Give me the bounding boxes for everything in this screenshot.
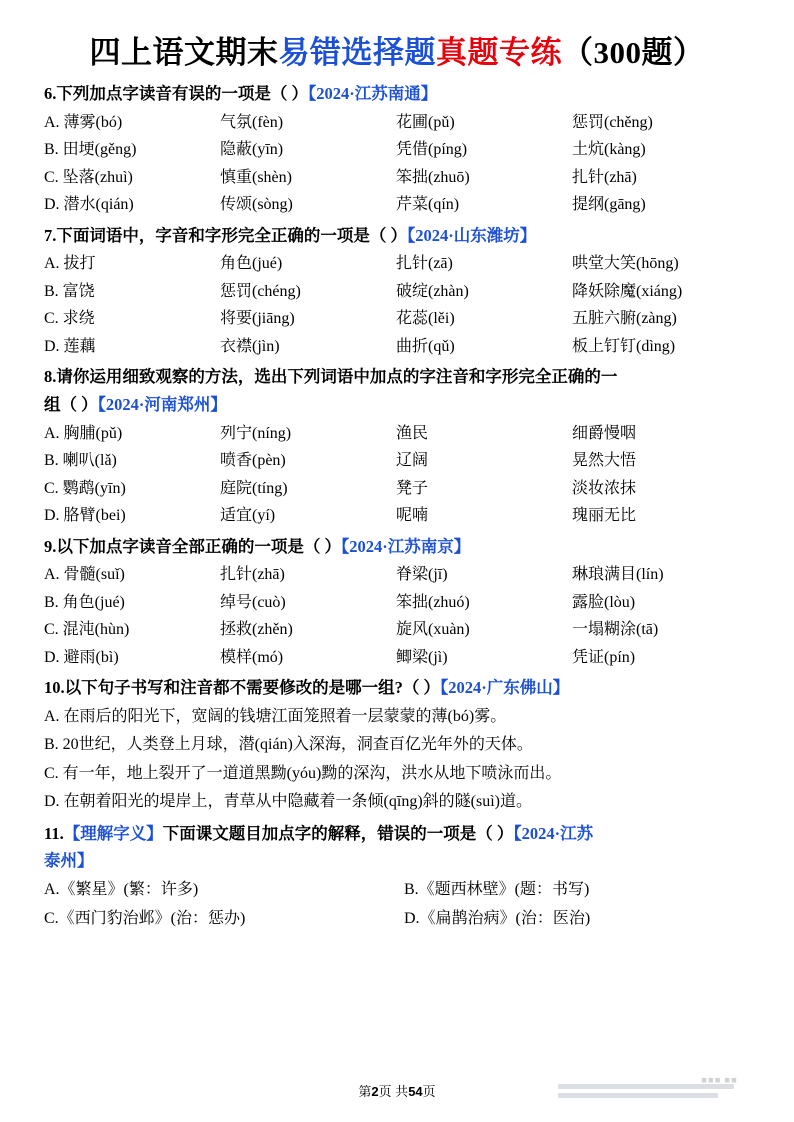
option-cell: 笨拙(zhuó) bbox=[396, 593, 470, 611]
option-cell: 扎针(zā) bbox=[396, 255, 453, 273]
option-cell: 五脏六腑(zàng) bbox=[572, 310, 677, 328]
title-part4: （300题） bbox=[562, 35, 705, 70]
option-cell: B. 角色(jué) bbox=[44, 593, 125, 611]
question-9-text: 以下加点字读音全部正确的一项是（ ） bbox=[56, 536, 341, 556]
question-11-text: 下面课文题目加点字的解释，错误的一项是（ ） bbox=[162, 823, 514, 843]
option-cell: 提纲(gāng) bbox=[572, 196, 646, 214]
question-11-tag: 【理解字义】 bbox=[63, 823, 163, 843]
option-line: B. 20世纪，人类登上月球，潜(qián)入深海，洞查百亿光年外的天体。 bbox=[44, 736, 533, 754]
title-part1: 四上语文期末 bbox=[89, 35, 279, 70]
option-cell: 惩罚(chěng) bbox=[572, 113, 653, 131]
option-cell: C. 求绕 bbox=[44, 310, 95, 328]
option-cell: A. 骨髓(suǐ) bbox=[44, 566, 125, 584]
question-8-source: 【2024·河南郑州】 bbox=[97, 395, 227, 414]
option-cell: 破绽(zhàn) bbox=[396, 282, 469, 300]
option-cell: 旋风(xuàn) bbox=[396, 621, 470, 639]
option-cell: 庭院(tíng) bbox=[220, 479, 288, 497]
footer-middle: 页 共 bbox=[378, 1084, 409, 1099]
question-9-row-d bbox=[44, 644, 750, 672]
question-11-stem bbox=[44, 821, 750, 847]
option-cell: 慎重(shèn) bbox=[220, 168, 292, 186]
option-cell: D.《扁鹊治病》(治：医治) bbox=[404, 909, 591, 927]
option-cell: 绰号(cuò) bbox=[220, 593, 286, 611]
option-cell: 淡妆浓抹 bbox=[572, 479, 637, 497]
question-8 bbox=[44, 364, 750, 529]
option-cell: B. 富饶 bbox=[44, 282, 95, 300]
option-cell: D. 潜水(qián) bbox=[44, 196, 134, 214]
question-10 bbox=[44, 675, 750, 816]
footer-prefix: 第 bbox=[358, 1084, 372, 1099]
question-11-source-continued bbox=[44, 848, 750, 874]
option-cell: D. 避雨(bì) bbox=[44, 648, 119, 666]
question-7-source: 【2024·山东潍坊】 bbox=[407, 225, 537, 245]
option-cell: A. 胸脯(pǔ) bbox=[44, 424, 123, 442]
question-9-number: 9. bbox=[44, 536, 57, 556]
option-cell: 气氛(fèn) bbox=[220, 113, 284, 131]
title-part2: 易错选择题 bbox=[278, 35, 436, 70]
option-cell: A.《繁星》(繁：许多) bbox=[44, 880, 199, 898]
question-7-stem bbox=[44, 223, 750, 249]
option-cell: 隐蔽(yīn) bbox=[220, 141, 284, 159]
question-6-row-d bbox=[44, 191, 750, 219]
question-11-number: 11. bbox=[44, 823, 64, 843]
option-cell: 花蕊(lěi) bbox=[396, 310, 455, 328]
question-11-row-ab bbox=[44, 876, 750, 905]
option-cell: 拯救(zhěn) bbox=[220, 621, 293, 639]
question-8-stem-continued bbox=[44, 392, 750, 418]
question-6-stem bbox=[44, 81, 750, 107]
option-cell: 鲫梁(jì) bbox=[396, 648, 448, 666]
watermark-bar bbox=[558, 1093, 718, 1098]
page-title bbox=[44, 34, 750, 71]
footer-page-number: 2 bbox=[371, 1084, 379, 1099]
option-cell: 列宁(níng) bbox=[220, 424, 292, 442]
option-cell: 哄堂大笑(hōng) bbox=[572, 255, 679, 273]
question-6-text: 下列加点字读音有误的一项是（ ） bbox=[56, 84, 308, 104]
option-cell: 笨拙(zhuō) bbox=[396, 168, 470, 186]
question-7-row-c bbox=[44, 305, 750, 333]
title-part3: 真题专练 bbox=[436, 35, 562, 70]
question-6-source: 【2024·江苏南通】 bbox=[308, 84, 438, 104]
option-cell: 细爵慢咽 bbox=[572, 424, 637, 442]
question-7-row-d bbox=[44, 333, 750, 361]
option-cell: 脊梁(jī) bbox=[396, 566, 448, 584]
option-cell: D. 莲藕 bbox=[44, 337, 96, 355]
question-7-row-a bbox=[44, 250, 750, 278]
question-9-source: 【2024·江苏南京】 bbox=[341, 536, 471, 556]
watermark-graphic bbox=[558, 1076, 738, 1110]
option-cell: 芹菜(qín) bbox=[396, 196, 460, 214]
question-10-stem bbox=[44, 675, 750, 701]
option-cell: 适宜(yí) bbox=[220, 507, 276, 525]
option-cell: 凭证(pín) bbox=[572, 648, 636, 666]
option-cell: 将要(jiāng) bbox=[220, 310, 295, 328]
question-7-number: 7. bbox=[44, 225, 57, 245]
question-10-number: 10. bbox=[44, 678, 65, 698]
option-cell: C. 坠落(zhuì) bbox=[44, 168, 133, 186]
option-line: A. 在雨后的阳光下，宽阔的钱塘江面笼照着一层蒙蒙的薄(bó)雾。 bbox=[44, 707, 507, 725]
question-8-number: 8. bbox=[44, 367, 57, 387]
question-11-row-cd bbox=[44, 905, 750, 934]
question-7-text: 下面词语中，字音和字形完全正确的一项是（ ） bbox=[56, 225, 407, 245]
option-cell: 扎针(zhā) bbox=[572, 168, 637, 186]
option-cell: 曲折(qǔ) bbox=[396, 337, 455, 355]
question-8-row-c bbox=[44, 475, 750, 503]
option-cell: 花圃(pǔ) bbox=[396, 113, 455, 131]
option-cell: 土炕(kàng) bbox=[572, 141, 646, 159]
option-cell: B. 田埂(gěng) bbox=[44, 141, 137, 159]
question-8-text: 请你运用细致观察的方法，选出下列词语中加点的字注音和字形完全正确的一 bbox=[56, 367, 618, 387]
option-cell: 呢喃 bbox=[396, 507, 429, 525]
option-cell: A. 拔打 bbox=[44, 255, 96, 273]
question-11-source: 【2024·江苏 bbox=[513, 823, 594, 843]
question-8-row-b bbox=[44, 447, 750, 475]
option-cell: D. 胳臂(bei) bbox=[44, 507, 126, 525]
question-6-row-c bbox=[44, 164, 750, 192]
question-7-row-b bbox=[44, 278, 750, 306]
question-8-row-d bbox=[44, 502, 750, 530]
option-cell: C.《西门豹治邺》(治：惩办) bbox=[44, 909, 246, 927]
question-8-row-a bbox=[44, 420, 750, 448]
option-cell: 喷香(pèn) bbox=[220, 452, 286, 470]
question-6-row-b bbox=[44, 136, 750, 164]
option-cell: 衣襟(jìn) bbox=[220, 337, 280, 355]
option-cell: 模样(mó) bbox=[220, 648, 284, 666]
question-8-text-cont: 组（ ） bbox=[44, 395, 98, 414]
question-10-text: 以下句子书写和注音都不需要修改的是哪一组?（ ） bbox=[64, 678, 440, 698]
question-11-source-cont: 泰州】 bbox=[44, 851, 94, 871]
option-cell: 扎针(zhā) bbox=[220, 566, 285, 584]
option-cell: 凭借(píng) bbox=[396, 141, 468, 159]
option-cell: 降妖除魔(xiáng) bbox=[572, 282, 683, 300]
option-cell: 一塌糊涂(tā) bbox=[572, 621, 659, 639]
question-9 bbox=[44, 534, 750, 672]
question-9-row-b bbox=[44, 589, 750, 617]
question-7 bbox=[44, 223, 750, 361]
question-10-source: 【2024·广东佛山】 bbox=[440, 678, 570, 698]
option-cell: B. 喇叭(lǎ) bbox=[44, 452, 117, 470]
footer-suffix: 页 bbox=[422, 1084, 436, 1099]
option-cell: 晃然大悟 bbox=[572, 452, 637, 470]
option-cell: A. 薄雾(bó) bbox=[44, 113, 123, 131]
option-cell: B.《题西林壁》(题：书写) bbox=[404, 880, 590, 898]
question-6-number: 6. bbox=[44, 84, 57, 104]
option-line: C. 有一年，地上裂开了一道道黑黝(yóu)黝的深沟，洪水从地下喷泳而出。 bbox=[44, 764, 562, 782]
question-6-row-a bbox=[44, 109, 750, 137]
option-cell: 辽阔 bbox=[396, 452, 429, 470]
option-cell: 瑰丽无比 bbox=[572, 507, 637, 525]
option-cell: 传颂(sòng) bbox=[220, 196, 293, 214]
question-9-row-a bbox=[44, 561, 750, 589]
option-cell: 琳琅满目(lín) bbox=[572, 566, 664, 584]
question-6 bbox=[44, 81, 750, 219]
option-cell: 惩罚(chéng) bbox=[220, 282, 301, 300]
option-cell: 角色(jué) bbox=[220, 255, 283, 273]
option-cell: 凳子 bbox=[396, 479, 429, 497]
option-cell: 渔民 bbox=[396, 424, 429, 442]
option-cell: C. 鹦鹉(yīn) bbox=[44, 479, 126, 497]
footer-total-pages: 54 bbox=[408, 1084, 423, 1099]
option-cell: 板上钉钉(dìng) bbox=[572, 337, 676, 355]
option-cell: 露脸(lòu) bbox=[572, 593, 636, 611]
option-line: D. 在朝着阳光的堤岸上，青草从中隐藏着一条倾(qīng)斜的隧(suì)道。 bbox=[44, 793, 532, 811]
question-8-stem bbox=[44, 364, 750, 390]
question-11 bbox=[44, 821, 750, 934]
watermark-bar bbox=[558, 1084, 734, 1089]
watermark-top-text: ◼◼◼ ◼◼ bbox=[701, 1076, 738, 1084]
question-9-row-c bbox=[44, 616, 750, 644]
option-cell: C. 混沌(hùn) bbox=[44, 621, 130, 639]
question-9-stem bbox=[44, 534, 750, 560]
